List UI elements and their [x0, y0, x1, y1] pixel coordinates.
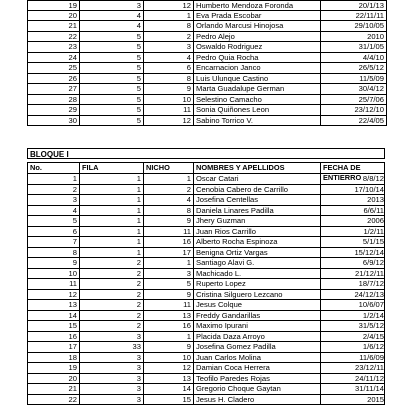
cell-date: 6/9/12 — [362, 258, 384, 267]
cell-date: 11/5/09 — [359, 73, 384, 83]
cell-date: 8/8/12 — [362, 174, 384, 183]
cell-nicho: 4 — [144, 195, 194, 205]
table-row — [28, 353, 384, 364]
cell-no: 2 — [28, 185, 80, 195]
cell-fila: 5 — [80, 84, 144, 94]
cell-no: 16 — [28, 332, 80, 342]
cell-name: Jhery Guzman — [194, 216, 321, 226]
header-burial-date: FECHA DE ENTIERRO — [323, 163, 362, 182]
cell-fila: 2 — [80, 300, 144, 310]
cell-name: Freddy Gandarillas — [194, 311, 321, 321]
table-row — [28, 105, 386, 116]
cell-no: 29 — [28, 105, 80, 115]
cell-date: 11/6/09 — [359, 352, 384, 362]
cell-date: 2006 — [367, 216, 384, 225]
table-row — [28, 216, 384, 227]
table-row — [28, 395, 384, 406]
table-row — [28, 384, 384, 395]
cell-nicho: 1 — [144, 11, 194, 21]
cell-no: 5 — [28, 216, 80, 226]
table-row — [28, 74, 386, 85]
burial-table-bloque-i — [27, 148, 385, 405]
table-row — [28, 174, 384, 185]
cell-date: 25/7/06 — [358, 94, 384, 104]
cell-date: 31/5/12 — [358, 321, 384, 330]
cell-no: 28 — [28, 95, 80, 105]
cell-fila: 3 — [80, 395, 144, 405]
table-row — [28, 311, 384, 322]
cell-nicho: 2 — [144, 185, 194, 195]
cell-fila: 5 — [80, 74, 144, 84]
cell-nicho: 9 — [144, 290, 194, 300]
table-row — [28, 332, 384, 343]
cell-nicho: 16 — [144, 321, 194, 331]
cell-date: 23/12/10 — [354, 105, 384, 114]
cell-name: Sabino Torrico V. — [194, 116, 321, 126]
cell-no: 4 — [28, 206, 80, 216]
table-row — [28, 248, 384, 259]
cell-date: 22/11/11 — [355, 10, 384, 20]
table-row — [28, 269, 384, 280]
cell-no: 19 — [28, 1, 80, 10]
cell-date: 2/4/15 — [362, 331, 384, 341]
cell-nicho: 14 — [144, 384, 194, 394]
cell-nicho: 3 — [144, 42, 194, 52]
cell-no: 23 — [28, 42, 80, 52]
cell-name: Santiago Alavi G. — [194, 258, 321, 268]
cell-fila: 3 — [80, 374, 144, 384]
cell-name: Marta Guadalupe German — [194, 84, 321, 94]
cell-name: Luis Ulunque Castino — [194, 74, 321, 84]
cell-fila: 2 — [80, 258, 144, 268]
cell-name: Encarnacion Janco — [194, 63, 321, 73]
cell-name: Damian Coca Herrera — [194, 363, 321, 373]
cell-fila: 3 — [80, 353, 144, 363]
cell-no: 8 — [28, 248, 80, 258]
cell-nicho: 8 — [144, 21, 194, 31]
cell-date: 26/5/12 — [358, 63, 384, 72]
cell-nicho: 10 — [144, 95, 194, 105]
cell-name: Daniela Linares Padilla — [194, 206, 321, 216]
cell-name: Placida Daza Arroyo — [194, 332, 321, 342]
cell-date: 17/10/14 — [354, 184, 384, 194]
cell-fila: 5 — [80, 105, 144, 115]
table-row — [28, 321, 384, 332]
cell-nicho: 2 — [144, 32, 194, 42]
cell-nicho: 1 — [144, 174, 194, 184]
table-row — [28, 116, 386, 127]
cell-name: Sonia Quiñones Leon — [194, 105, 321, 115]
cell-name: Josefina Gomez Padilla — [194, 342, 321, 352]
cell-date: 21/12/11 — [355, 268, 384, 278]
cell-no: 26 — [28, 74, 80, 84]
cell-fila: 1 — [80, 248, 144, 258]
cell-name: Alberto Rocha Espinoza — [194, 237, 321, 247]
cell-date: 5/1/15 — [362, 237, 384, 246]
cell-nicho: 12 — [144, 1, 194, 10]
table-row — [28, 63, 386, 74]
table-row — [28, 185, 384, 196]
header-fila: FILA — [80, 163, 144, 173]
cell-date: 22/4/05 — [358, 115, 384, 125]
cell-fila: 5 — [80, 32, 144, 42]
table-row — [28, 237, 384, 248]
header-nicho: NICHO — [144, 163, 194, 173]
table-row — [28, 342, 384, 353]
table-row — [28, 363, 384, 374]
cell-no: 22 — [28, 395, 80, 405]
table-row — [28, 0, 386, 11]
cell-no: 12 — [28, 290, 80, 300]
cell-fila: 3 — [80, 332, 144, 342]
cell-nicho: 12 — [144, 363, 194, 373]
header-names: NOMBRES Y APELLIDOS — [194, 163, 321, 173]
cell-name: Oscar Catari — [194, 174, 321, 184]
cell-fila: 1 — [80, 206, 144, 216]
cell-name: Pedro Alejo — [194, 32, 321, 42]
header-no: No. — [28, 163, 80, 173]
cell-name: Juan Carlos Molina — [194, 353, 321, 363]
table-row — [28, 195, 384, 206]
cell-nicho: 1 — [144, 258, 194, 268]
table-row — [28, 258, 384, 269]
table-row — [28, 84, 386, 95]
cell-date: 1/6/12 — [362, 342, 384, 351]
cell-no: 19 — [28, 363, 80, 373]
cell-no: 3 — [28, 195, 80, 205]
cell-fila: 5 — [80, 116, 144, 126]
cell-nicho: 10 — [144, 353, 194, 363]
cell-date: 2015 — [367, 394, 384, 404]
cell-fila: 5 — [80, 95, 144, 105]
cell-name: Josefina Centellas — [194, 195, 321, 205]
section-title: BLOQUE I — [27, 148, 385, 159]
cell-nicho: 9 — [144, 342, 194, 352]
cell-date: 24/11/12 — [355, 373, 384, 383]
cell-name: Ruperto Lopez — [194, 279, 321, 289]
cell-name: Gregorio Choque Gaytan — [194, 384, 321, 394]
cell-no: 13 — [28, 300, 80, 310]
cell-name: Jesus Colque — [194, 300, 321, 310]
cell-nicho: 8 — [144, 206, 194, 216]
cell-fila: 2 — [80, 311, 144, 321]
cell-name: Orlando Marcusi Hinojosa — [194, 21, 321, 31]
cell-no: 25 — [28, 63, 80, 73]
cell-name: Teofilo Paredes Rojas — [194, 374, 321, 384]
table-row — [28, 206, 384, 217]
table-row — [28, 32, 386, 43]
cell-no: 27 — [28, 84, 80, 94]
cell-fila: 3 — [80, 363, 144, 373]
cell-fila: 4 — [80, 11, 144, 21]
cell-name: Maximo Ipurani — [194, 321, 321, 331]
cell-name: Cristina Silguero Lezcano — [194, 290, 321, 300]
cell-date: 2010 — [367, 31, 384, 41]
cell-no: 22 — [28, 32, 80, 42]
cell-nicho: 9 — [144, 216, 194, 226]
cell-fila: 1 — [80, 237, 144, 247]
table-row — [28, 21, 386, 32]
cell-nicho: 13 — [144, 374, 194, 384]
cell-date: 2013 — [367, 195, 384, 204]
table-row — [28, 42, 386, 53]
cell-no: 20 — [28, 11, 80, 21]
cell-fila: 1 — [80, 227, 144, 237]
cell-name: Pedro Quia Rocha — [194, 53, 321, 63]
cell-date: 18/7/12 — [358, 279, 384, 288]
cell-fila: 1 — [80, 195, 144, 205]
cell-nicho: 17 — [144, 248, 194, 258]
table-row — [28, 300, 384, 311]
cell-nicho: 8 — [144, 74, 194, 84]
cell-name: Jesus H. Cladero — [194, 395, 321, 405]
cell-fila: 3 — [80, 1, 144, 10]
table-row — [28, 11, 386, 22]
cell-fila: 1 — [80, 185, 144, 195]
table-body-top — [28, 0, 386, 126]
cell-no: 7 — [28, 237, 80, 247]
cell-no: 30 — [28, 116, 80, 126]
cell-date: 1/2/14 — [362, 310, 384, 320]
cell-nicho: 9 — [144, 84, 194, 94]
cell-no: 1 — [28, 174, 80, 184]
cell-name: Cenobia Cabero de Carrillo — [194, 185, 321, 195]
cell-no: 21 — [28, 384, 80, 394]
cell-nicho: 1 — [144, 332, 194, 342]
table-body-bottom — [28, 174, 384, 405]
cell-nicho: 16 — [144, 237, 194, 247]
cell-name: Juan Rios Carrillo — [194, 227, 321, 237]
cell-no: 24 — [28, 53, 80, 63]
cell-date: 10/6/07 — [358, 300, 384, 309]
table-row — [28, 279, 384, 290]
cell-no: 15 — [28, 321, 80, 331]
cell-fila: 3 — [80, 384, 144, 394]
cell-nicho: 6 — [144, 63, 194, 73]
cell-nicho: 11 — [144, 300, 194, 310]
cell-nicho: 13 — [144, 311, 194, 321]
cell-name: Machicado L. — [194, 269, 321, 279]
cell-name: Eva Prada Escobar — [194, 11, 321, 21]
cell-name: Oswaldo Rodriguez — [194, 42, 321, 52]
cell-name: Benigna Ortiz Vargas — [194, 248, 321, 258]
cell-date: 23/12/11 — [355, 363, 384, 372]
cell-no: 18 — [28, 353, 80, 363]
cell-date: 31/11/14 — [355, 384, 384, 393]
cell-date: 30/4/12 — [358, 84, 384, 93]
cell-name: Selestino Camacho — [194, 95, 321, 105]
cell-name: Humberto Mendoza Foronda — [194, 1, 321, 10]
cell-date: 6/6/11 — [363, 205, 384, 215]
burial-table-continued — [27, 0, 387, 126]
cell-no: 14 — [28, 311, 80, 321]
cell-date: 31/1/05 — [358, 42, 384, 51]
cell-no: 10 — [28, 269, 80, 279]
cell-date: 24/12/13 — [354, 289, 384, 299]
cell-nicho: 3 — [144, 269, 194, 279]
cell-fila: 1 — [80, 174, 144, 184]
cell-fila: 33 — [80, 342, 144, 352]
cell-fila: 2 — [80, 269, 144, 279]
cell-date: 29/10/05 — [354, 21, 384, 30]
cell-date: 1/2/11 — [363, 226, 384, 236]
cell-nicho: 5 — [144, 279, 194, 289]
table-frame — [27, 162, 385, 405]
cell-fila: 4 — [80, 21, 144, 31]
cell-fila: 1 — [80, 216, 144, 226]
cell-fila: 5 — [80, 42, 144, 52]
cell-fila: 5 — [80, 63, 144, 73]
table-row — [28, 227, 384, 238]
cell-no: 20 — [28, 374, 80, 384]
table-row — [28, 290, 384, 301]
cell-no: 11 — [28, 279, 80, 289]
table-row — [28, 374, 384, 385]
cell-fila: 5 — [80, 53, 144, 63]
table-row — [28, 53, 386, 64]
cell-no: 6 — [28, 227, 80, 237]
cell-date: 4/4/10 — [362, 52, 384, 62]
cell-nicho: 11 — [144, 227, 194, 237]
cell-nicho: 15 — [144, 395, 194, 405]
table-row — [28, 95, 386, 106]
cell-no: 21 — [28, 21, 80, 31]
cell-no: 9 — [28, 258, 80, 268]
cell-fila: 2 — [80, 321, 144, 331]
cell-fila: 2 — [80, 290, 144, 300]
cell-fila: 2 — [80, 279, 144, 289]
cell-date: 20/1/13 — [358, 1, 384, 10]
cell-nicho: 12 — [144, 116, 194, 126]
cell-no: 17 — [28, 342, 80, 352]
cell-nicho: 4 — [144, 53, 194, 63]
cell-date: 15/12/14 — [354, 247, 384, 257]
cell-nicho: 11 — [144, 105, 194, 115]
